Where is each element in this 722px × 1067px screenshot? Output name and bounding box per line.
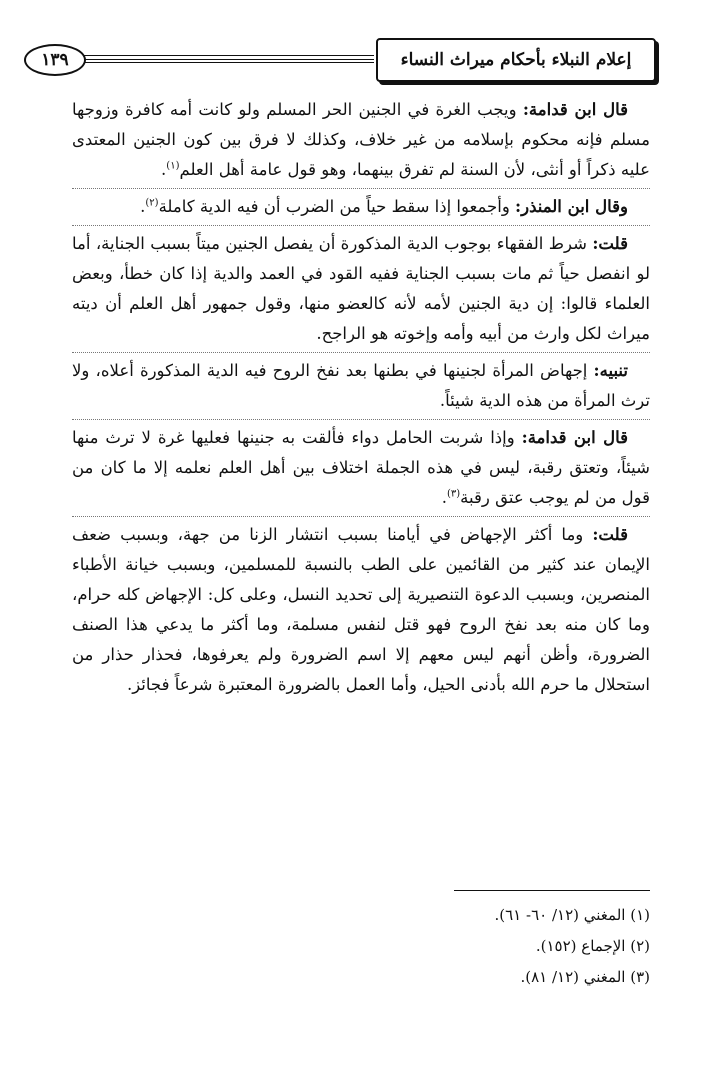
footnote-ref[interactable]: (١) (166, 160, 180, 172)
paragraph-lead: وقال ابن المنذر: (515, 197, 628, 216)
paragraph-qultu-2 (72, 517, 650, 703)
page-header (24, 38, 656, 82)
footnote-ref[interactable]: (٢) (145, 197, 159, 209)
paragraph-tail: . (140, 197, 146, 216)
footnote-ref[interactable]: (٣) (446, 488, 461, 500)
paragraph-lead: قال ابن قدامة: (522, 100, 628, 119)
paragraph-tanbih (72, 353, 650, 420)
paragraph-lead: قال ابن قدامة: (521, 428, 628, 447)
paragraph-qultu-1 (72, 226, 650, 353)
paragraph-tail: . (441, 488, 447, 507)
paragraph-lead: قلت: (592, 525, 628, 544)
paragraph-text: إجهاض المرأة لجنينها في بطنها بعد نفخ الروح فيه الدية المذكورة أعلاه، ولا ترث المرأة من هذه الدية شيئاً. (72, 361, 650, 410)
footnote-2: (٢) الإجماع (١٥٢). (535, 937, 650, 955)
header-rule (80, 55, 374, 60)
header-rule-secondary (80, 62, 374, 63)
paragraph-text: وأجمعوا إذا سقط حياً من الضرب أن فيه الدية كاملة (158, 197, 516, 216)
book-title: إعلام النبلاء بأحكام ميراث النساء (376, 38, 656, 82)
page-number: ١٣٩ (24, 44, 86, 76)
paragraph-text: شرط الفقهاء بوجوب الدية المذكورة أن يفصل الجنين ميتاً بسبب الجناية، أما لو انفصل حياً ثم مات بسبب الجناية ففيه القود في العمد والدية إذا كان خطأ، وبعض العلماء قالوا: إن دية الجنين لأمه لأنه كالعضو منها، وقول جمهور أهل العلم أن ديته ميراث لكل وارث من أبيه وأمه وإخوته هو الراجح. (72, 234, 650, 343)
footnote-3: (٣) المغني (١٢/ ٨١). (520, 968, 650, 986)
paragraph-lead: قلت: (592, 234, 628, 253)
paragraph-tail: . (161, 160, 167, 179)
paragraph-ibn-qudama-2 (72, 420, 650, 517)
footnote-1: (١) المغني (١٢/ ٦٠- ٦١). (494, 906, 650, 924)
paragraph-text: ويجب الغرة في الجنين الحر المسلم ولو كانت أمه كافرة وزوجها مسلم فإنه محكوم بإسلامه من غير خلاف، وكذلك لا فرق بين كون الجنين المعتدى عليه ذكراً أو أنثى، لأن السنة لم تفرق بينهما، وهو قول عامة أهل العلم (72, 100, 650, 179)
footnote-separator (454, 890, 650, 891)
paragraph-text: وما أكثر الإجهاض في أيامنا بسبب انتشار الزنا من جهة، وبسبب ضعف الإيمان عند كثير من القائمين على الطب بالنسبة للمسلمين، وبسبب خيانة الأطباء المنصرين، وبسبب الدعوة التنصيرية إلى تحديد النسل، وعلى كل: الإجهاض كله حرام، وما كان منه بعد نفخ الروح فهو قتل لنفس مسلمة، وما أكثر ما يدعي هذا الصنف الضرورة، وأظن أنهم ليس معهم إلا اسم الضرورة ولم يعرفوها، فحذار حذار من استحلال ما حرم الله بأدنى الحيل، وأما العمل بالضرورة المعتبرة شرعاً فجائز. (72, 525, 650, 694)
footnotes (250, 900, 650, 993)
paragraph-ibn-mundhir (72, 189, 650, 226)
paragraph-lead: تنبيه: (593, 361, 628, 380)
paragraph-ibn-qudama-1 (72, 92, 650, 189)
main-text (72, 92, 650, 703)
paragraph-text: وإذا شربت الحامل دواء فألقت به جنينها فعليها غرة لا ترث منها شيئاً، وتعتق رقبة، ليس في هذه الجملة اختلاف بين أهل العلم نعلمه إلا ما كان من قول من لم يوجب عتق رقبة (72, 428, 650, 507)
